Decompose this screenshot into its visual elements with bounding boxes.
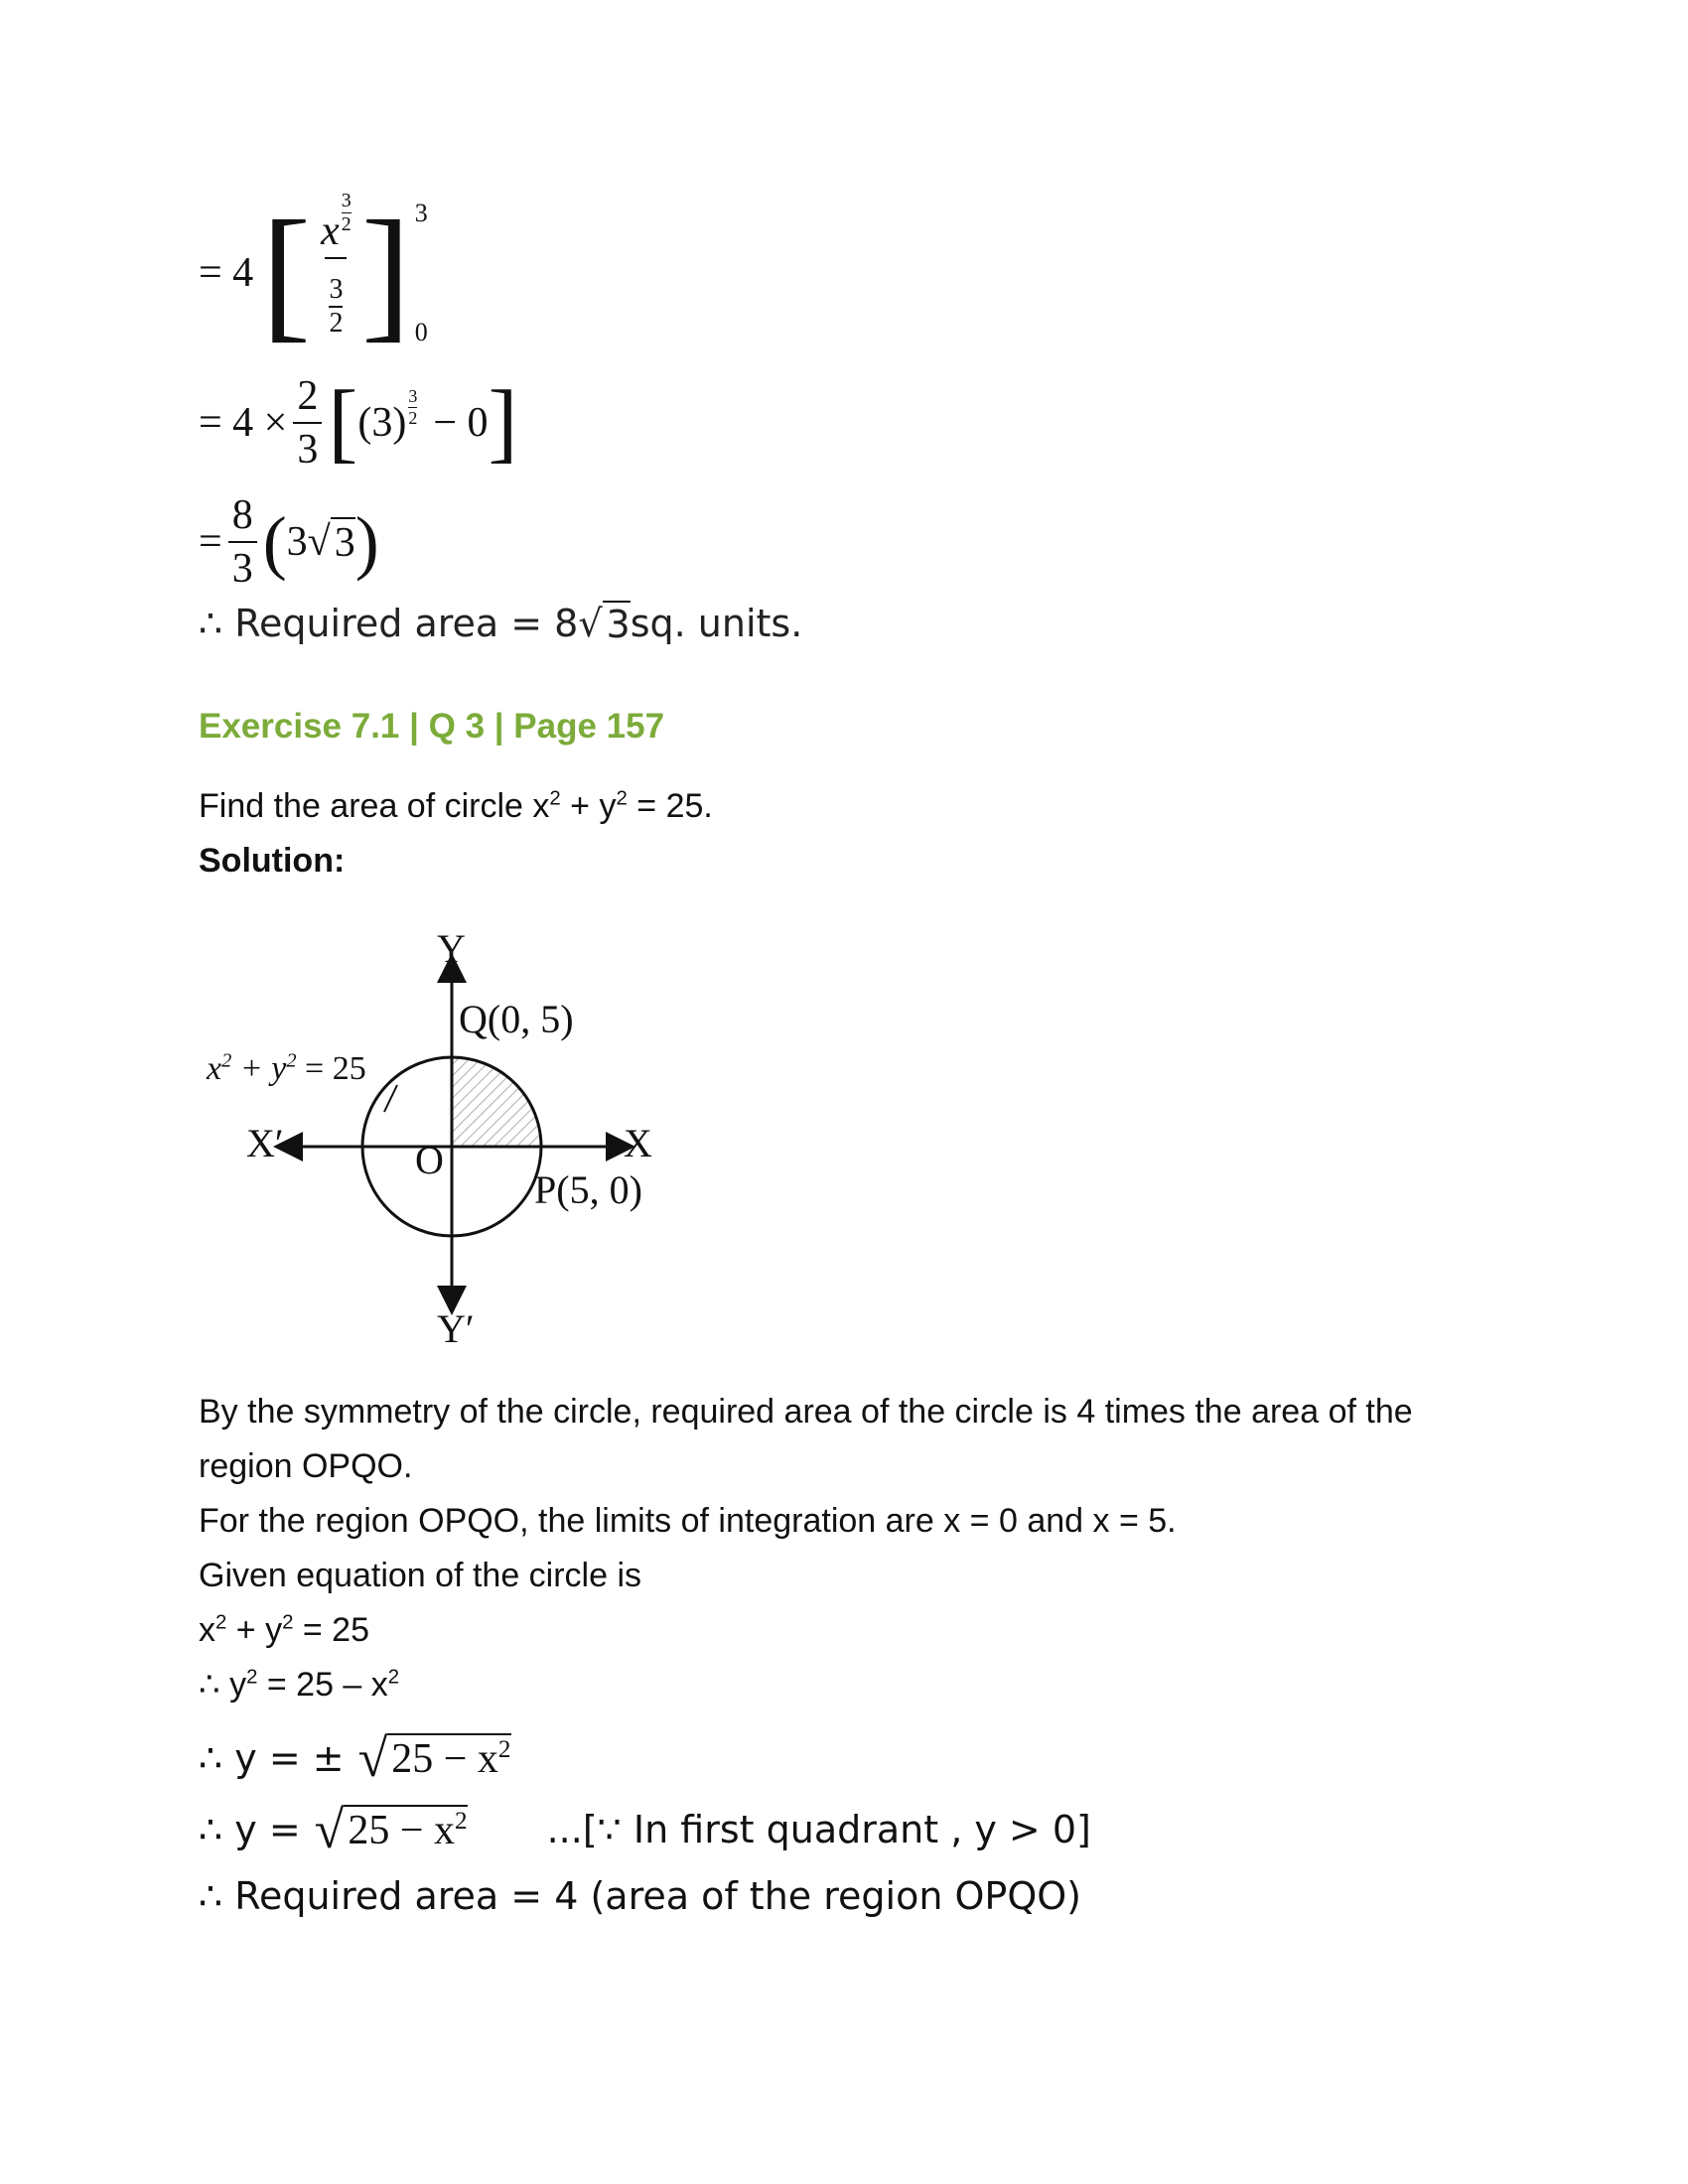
- label-q: Q(0, 5): [459, 997, 574, 1041]
- eq-y-positive: ∴ y = √ $25 - x^2$ ...[∵ In first quadrant , y > 0]: [199, 1800, 1091, 1859]
- solution-label: Solution:: [199, 842, 346, 880]
- left-bracket: [: [261, 191, 312, 355]
- upper-limit: 3: [414, 199, 428, 227]
- required-area-line: ∴ Required area = 8 √ 3 sq. units.: [199, 602, 803, 646]
- label-x-neg: X′: [246, 1121, 284, 1165]
- required-area-statement: ∴ Required area = 4 (area of the region OPQO): [199, 1874, 1081, 1918]
- label-p: P(5, 0): [534, 1167, 642, 1212]
- math-line-3: = $\frac{8}{3}$ ( 3 √ 3 ): [199, 492, 379, 592]
- question-text: Find the area of circle $x^2 + y^2 = 25$.: [199, 787, 713, 825]
- eight-thirds-fraction: $\frac{8}{3}$: [228, 491, 257, 593]
- x-power-fraction: x $\frac{3}{2}$ $\frac{3}{2}$: [321, 189, 352, 339]
- right-bracket: ]: [360, 191, 411, 355]
- lower-limit: 0: [414, 318, 428, 346]
- var-x: x: [321, 207, 340, 254]
- equals-four: = 4: [199, 250, 254, 296]
- eq-y-plus-minus: ∴ y = ± √ $25 - x^2$: [199, 1728, 511, 1788]
- exercise-heading: Exercise 7.1 | Q 3 | Page 157: [199, 707, 665, 746]
- label-x: X: [624, 1121, 652, 1165]
- label-equation: $x^2 + y^2 = 25$: [207, 1049, 366, 1087]
- math-line-1: [199, 189, 428, 355]
- equation-leader: [384, 1085, 397, 1112]
- label-origin: O: [415, 1138, 444, 1182]
- symmetry-paragraph: By the symmetry of the circle, required area of the circle is 4 times the area of the region OPQO. For the region OPQO, the limits of integration are x = 0 and x = 5. Given equation of the circle is $x^2 + y^2 = 25$ ∴ $y^2 = 25 - x^2$: [199, 1393, 1413, 1704]
- label-y: Y: [437, 926, 466, 971]
- math-line-2: = 4 × $\frac{2}{3}$ [ (3) 3 2 − 0 ]: [199, 373, 518, 473]
- two-thirds-fraction: $\frac{2}{3}$: [293, 372, 322, 474]
- label-y-neg: Y′: [437, 1306, 475, 1351]
